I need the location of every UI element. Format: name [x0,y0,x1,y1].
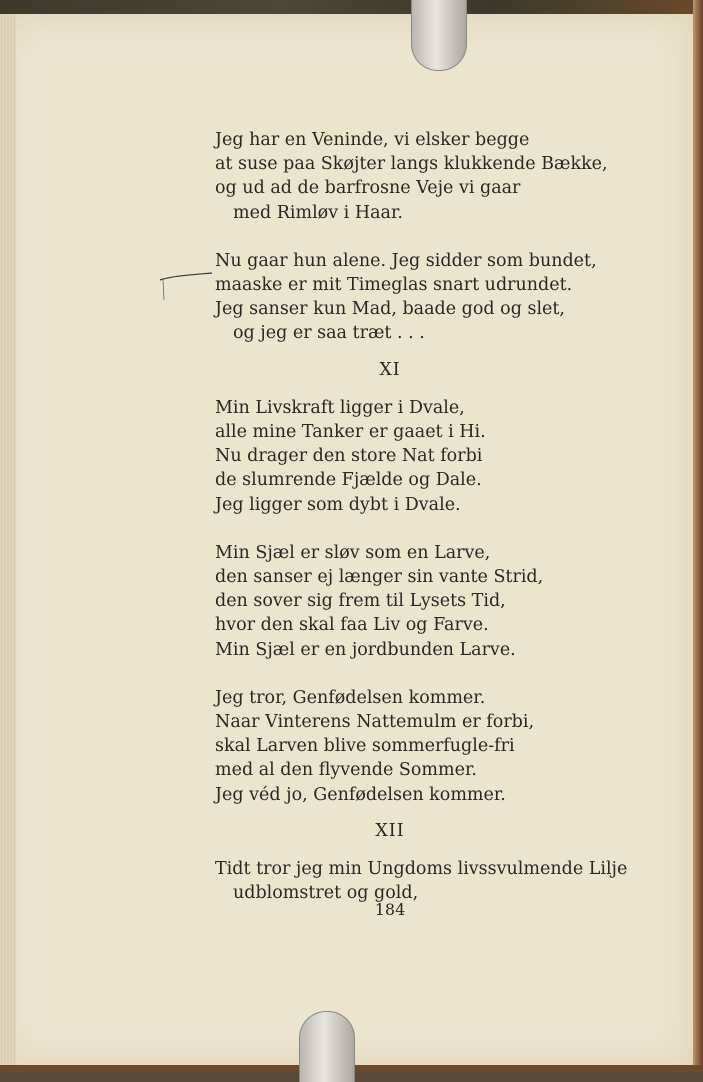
verse-line: alle mine Tanker er gaaet i Hi. [215,422,486,443]
verse-line: Nu gaar hun alene. Jeg sidder som bundet, [215,250,597,271]
verse-line: Nu drager den store Nat forbi [215,446,483,467]
verse-line: og ud ad de barfrosne Veje vi gaar [215,178,521,199]
verse-line: Tidt tror jeg min Ungdoms livssvulmende Lilje [215,859,628,880]
stanza [215,249,655,346]
page-fore-edge [0,14,16,1067]
verse-line: skal Larven blive sommerfugle-fri [215,736,515,757]
stanza [215,396,655,517]
verse-line: udblomstret og gold, [233,883,419,904]
verse-line: Jeg sanser kun Mad, baade god og slet, [215,299,565,320]
verse-line: Naar Vinterens Nattemulm er forbi, [215,712,535,733]
verse-line: Jeg har en Veninde, vi elsker begge [215,130,530,150]
verse-line: Min Sjæl er en jordbunden Larve. [215,639,516,660]
verse-line: med Rimløv i Haar. [233,202,403,223]
stanza [215,857,655,905]
page-number: 184 [374,900,406,919]
section-heading-xii: XII [375,820,405,841]
pencil-margin-mark [158,266,214,302]
verse-line: at suse paa Skøjter langs klukkende Bække, [215,154,608,175]
verse-line: de slumrende Fjælde og Dale. [215,470,482,491]
verse-line: med al den flyvende Sommer. [215,760,477,781]
verse-line: og jeg er saa træt . . . [233,323,425,344]
verse-line: den sover sig frem til Lysets Tid, [215,591,506,612]
stanza [215,541,655,662]
verse-line: den sanser ej længer sin vante Strid, [215,567,544,588]
page-clip-top [411,0,467,71]
stanza [215,128,655,225]
verse-line: Jeg véd jo, Genfødelsen kommer. [215,784,506,805]
verse-line: Jeg tror, Genfødelsen kommer. [215,687,486,708]
verse-line: hvor den skal faa Liv og Farve. [215,615,489,636]
stanza [215,686,655,807]
verse-line: maaske er mit Timeglas snart udrundet. [215,275,573,296]
poem-text [215,128,655,905]
section-heading-xi: XI [379,359,401,380]
verse-line: Jeg ligger som dybt i Dvale. [215,494,461,515]
book-cover-edge [693,0,703,1073]
verse-line: Min Sjæl er sløv som en Larve, [215,542,491,563]
page-clip-bottom [299,1011,355,1082]
verse-line: Min Livskraft ligger i Dvale, [215,397,465,418]
